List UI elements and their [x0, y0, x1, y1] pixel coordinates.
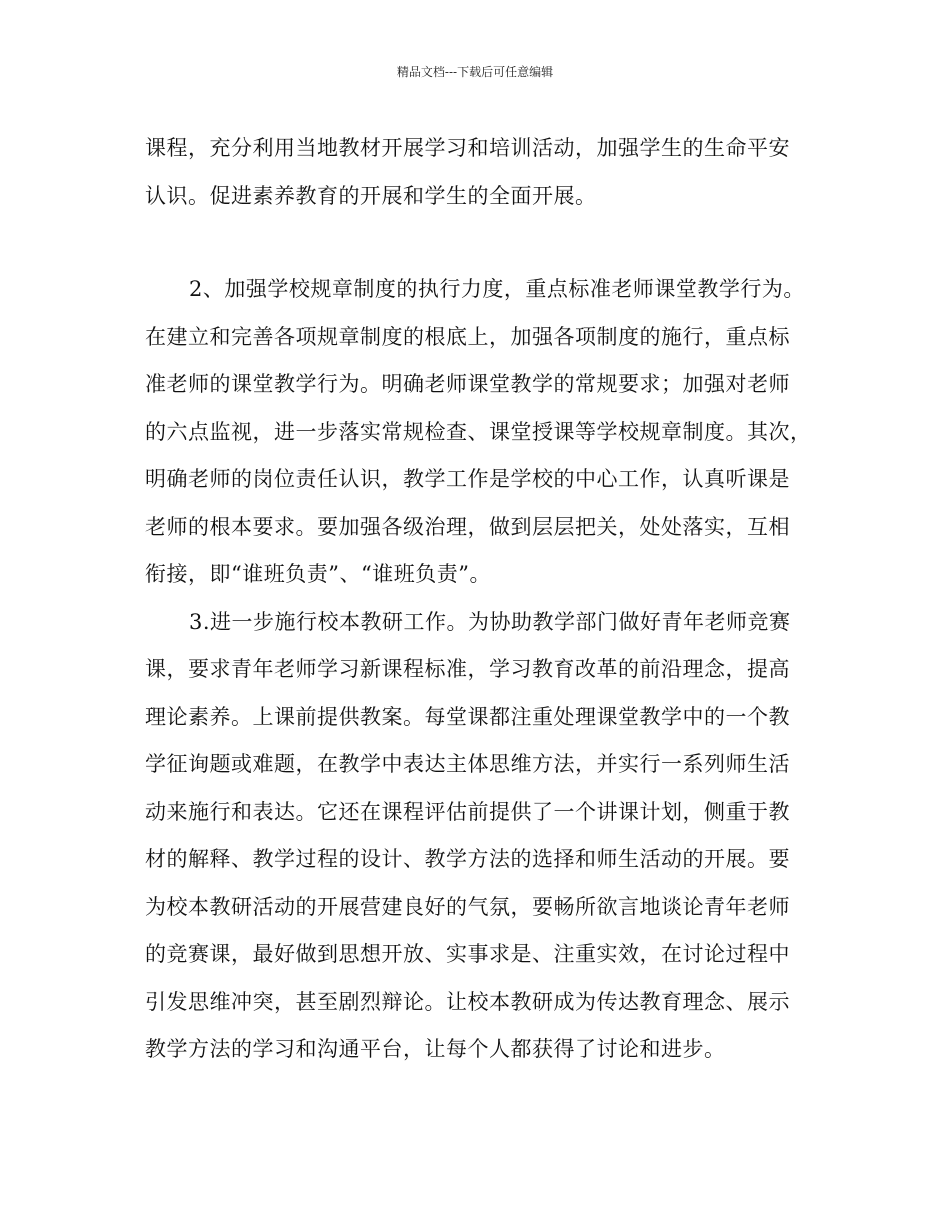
text-line: 课程，充分利用当地教材开展学习和培训活动，加强学生的生命平安: [145, 136, 790, 160]
text-line: 为校本教研活动的开展营建良好的气氛，要畅所欲言地谈论青年老师: [145, 894, 790, 919]
text-line: 的竞赛课，最好做到思想开放、实事求是、注重实效，在讨论过程中: [145, 942, 790, 966]
text-line: 认识。促进素养教育的开展和学生的全面开展。: [145, 183, 597, 208]
text-line: 动来施行和表达。它还在课程评估前提供了一个讲课计划，侧重于教: [145, 799, 790, 824]
text-line: 学征询题或难题，在教学中表达主体思维方法，并实行一系列师生活: [145, 752, 790, 776]
text-line: 引发思维冲突，甚至剧烈辩论。让校本教研成为传达教育理念、展示: [145, 989, 790, 1014]
text-line: 3.进一步施行校本教研工作。为协助教学部门做好青年老师竞赛: [189, 609, 791, 634]
document-body: [145, 125, 810, 1074]
paragraph-1: [145, 125, 810, 220]
paragraph-2: [145, 266, 810, 599]
text-line: 的六点监视，进一步落实常规检查、课堂授课等学校规章制度。其次，: [145, 419, 812, 444]
text-line: 衔接，即“谁班负责”、“谁班负责”。: [145, 562, 491, 586]
text-line: 准老师的课堂教学行为。明确老师课堂教学的常规要求；加强对老师: [145, 372, 790, 396]
text-line: 在建立和完善各项规章制度的根底上，加强各项制度的施行，重点标: [145, 324, 790, 349]
text-line: 明确老师的岗位责任认识，教学工作是学校的中心工作，认真听课是: [145, 467, 790, 491]
text-line: 2、加强学校规章制度的执行力度，重点标准老师课堂教学行为。: [189, 277, 805, 301]
text-line: 理论素养。上课前提供教案。每堂课都注重处理课堂教学中的一个教: [145, 704, 790, 729]
paragraph-3: [145, 599, 810, 1074]
text-line: 课，要求青年老师学习新课程标准，学习教育改革的前沿理念，提高: [145, 657, 790, 681]
text-line: 老师的根本要求。要加强各级治理，做到层层把关，处处落实，互相: [145, 514, 790, 539]
page-header: 精品文档---下载后可任意编辑: [396, 65, 554, 79]
text-line: 教学方法的学习和沟通平台，让每个人都获得了讨论和进步。: [145, 1037, 726, 1061]
paragraph-spacer: [145, 220, 810, 266]
text-line: 材的解释、教学过程的设计、教学方法的选择和师生活动的开展。要: [145, 847, 790, 871]
